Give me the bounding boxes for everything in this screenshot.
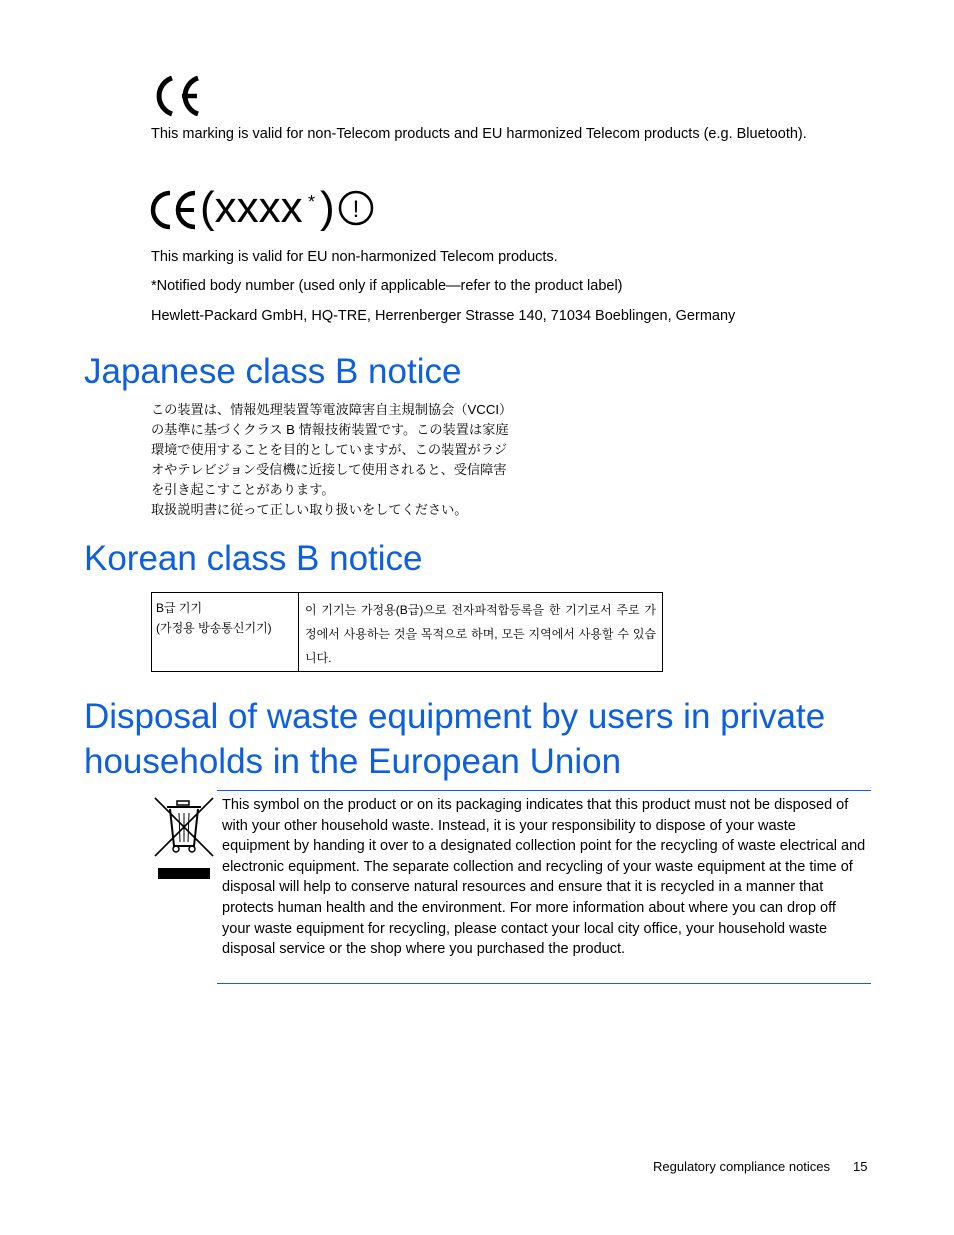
ce-marking-2-note: This marking is valid for EU non-harmonized Telecom products. [151,249,558,265]
weee-crossed-bin-icon [152,794,216,882]
japanese-notice-heading: Japanese class B notice [84,352,462,391]
disposal-heading-line-1: Disposal of waste equipment by users in private [84,697,826,736]
disposal-notice-text: This symbol on the product or on its packaging indicates that this product must not be disposed of with your other household waste. Instead, it is your responsibility to dispose of your waste equipment by handing it over to a designated collection point for the recycling of waste electrical and electronic equipment. The separate collection and recycling of your waste equipment at the time of disposal will help to conserve natural resources and ensure that it is recycled in a manner that protects human health and the environment. For more information about where you can drop off your waste equipment for recycling, please contact your local city office, your household waste disposal service or the shop where you purchased the product. [222,797,866,958]
japanese-notice-line: 環境で使用することを目的としていますが、この装置がラジ [151,442,508,457]
japanese-notice-line: の基準に基づくクラス B 情報技術装置です。この装置は家庭 [151,422,509,437]
japanese-notice-line: この装置は、情報処理装置等電波障害自主規制協会（VCCI） [151,402,513,417]
japanese-notice-line: 取扱説明書に従って正しい取り扱いをしてください。 [151,502,468,517]
korean-notice-heading: Korean class B notice [84,539,423,578]
ce-mark-logo [150,74,202,118]
notified-body-asterisk: * [308,192,316,212]
page-number: 15 [853,1159,868,1174]
ce-mark-icon [150,190,200,230]
disposal-notice-box [217,790,871,984]
notified-body-placeholder: (xxxx [200,183,303,232]
japanese-notice-line: を引き起こすことがあります。 [151,482,335,497]
closing-parenthesis: ) [320,183,335,232]
footer-section-title: Regulatory compliance notices [653,1159,831,1174]
korean-notice-table [151,592,663,672]
japanese-notice-text [151,400,512,520]
disposal-heading-line-2: households in the European Union [84,742,622,781]
korean-class-label: B급 기기 [156,601,203,615]
notified-body-footnote: *Notified body number (used only if applicable—refer to the product label) [151,278,623,294]
korean-class-sublabel: (가정용 방송통신기기) [156,621,272,635]
japanese-notice-line: オやテレビジョン受信機に近接して使用されると、受信障害 [151,462,507,477]
manufacturer-address: Hewlett-Packard GmbH, HQ-TRE, Herrenberger Strasse 140, 71034 Boeblingen, Germany [151,308,736,324]
ce-marking-note: This marking is valid for non-Telecom products and EU harmonized Telecom products (e.g. Bluetooth). [151,126,807,142]
ce-mark-notified-body [150,183,390,236]
alert-mark: ! [352,196,360,223]
alert-icon [338,190,374,226]
korean-class-cell [152,593,299,672]
korean-notice-text: 이 기기는 가정용(B급)으로 전자파적합등록을 한 기기로서 주로 가정에서 사용하는 것을 목적으로 하며, 모든 지역에서 사용할 수 있습니다. [299,593,663,672]
